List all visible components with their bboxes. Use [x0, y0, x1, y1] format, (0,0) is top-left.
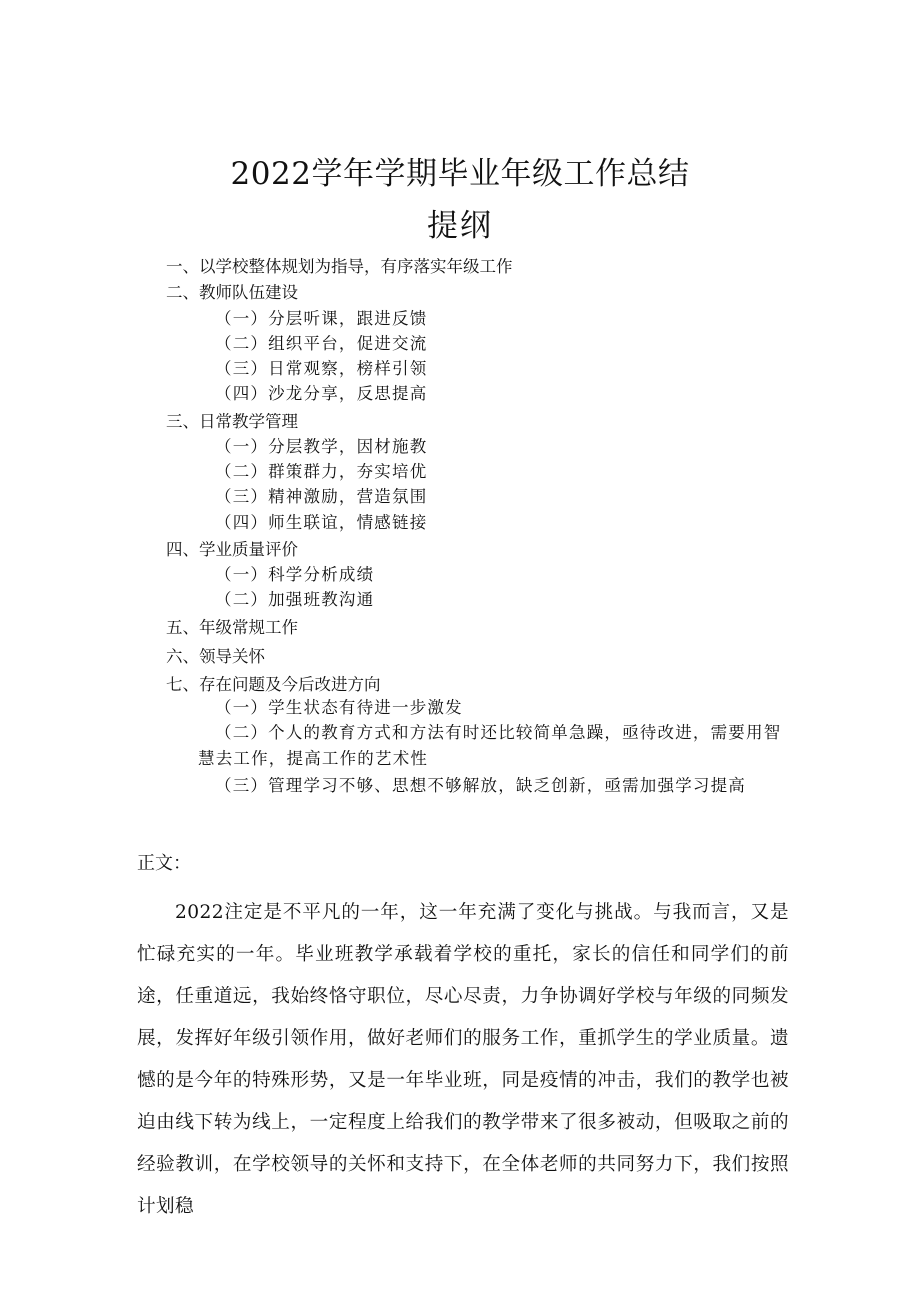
outline-heading-2: 二、教师队伍建设	[166, 283, 298, 302]
outline-heading-6: 六、领导关怀	[166, 647, 265, 666]
document-title: 2022学年学期毕业年级工作总结	[230, 156, 690, 192]
outline-subitem: （三）管理学习不够、思想不够解放，缺乏创新，亟需加强学习提高	[215, 776, 746, 795]
outline-subitem: （一）学生状态有待进一步激发	[215, 698, 463, 717]
outline-subitem: （一）分层听课，跟进反馈	[215, 309, 428, 328]
outline-subitem: （四）沙龙分享，反思提高	[215, 384, 428, 403]
outline-subitem: （二）加强班教沟通	[215, 590, 375, 609]
outline-subitem: （四）师生联谊，情感链接	[215, 513, 428, 532]
outline-subitem: （一）科学分析成绩	[215, 565, 375, 584]
outline-subitem: （二）组织平台，促进交流	[215, 334, 428, 353]
outline-subitem: （一）分层教学，因材施教	[215, 437, 428, 456]
outline-subitem: （三）精神激励，营造氛围	[215, 487, 428, 506]
outline-heading-7: 七、存在问题及今后改进方向	[166, 675, 381, 694]
outline-heading-3: 三、日常教学管理	[166, 412, 298, 431]
document-subtitle: 提纲	[427, 208, 493, 244]
outline-heading-5: 五、年级常规工作	[166, 618, 298, 637]
outline-heading-1: 一、以学校整体规划为指导，有序落实年级工作	[166, 257, 513, 276]
body-label: 正文：	[137, 853, 191, 874]
outline-subitem-wrapped: （二）个人的教育方式和方法有时还比较简单急躁，亟待改进，需要用智慧去工作，提高工作的艺术性	[198, 723, 782, 768]
outline-subitem: （二）群策群力，夯实培优	[215, 462, 428, 481]
outline-subitem: （三）日常观察，榜样引领	[215, 359, 428, 378]
outline-heading-4: 四、学业质量评价	[166, 540, 298, 559]
body-paragraph: 2022注定是不平凡的一年，这一年充满了变化与挑战。与我而言，又是忙碌充实的一年。毕业班教学承载着学校的重托，家长的信任和同学们的前途，任重道远，我始终恪守职位，尽心尽责，力争协调好学校与年级的同频发展，发挥好年级引领作用，做好老师们的服务工作，重抓学生的学业质量。遗憾的是今年的特殊形势，又是一年毕业班，同是疫情的冲击，我们的教学也被迫由线下转为线上，一定程度上给我们的教学带来了很多被动，但吸取之前的经验教训，在学校领导的关怀和支持下，在全体老师的共同努力下，我们按照计划稳	[137, 902, 789, 1217]
